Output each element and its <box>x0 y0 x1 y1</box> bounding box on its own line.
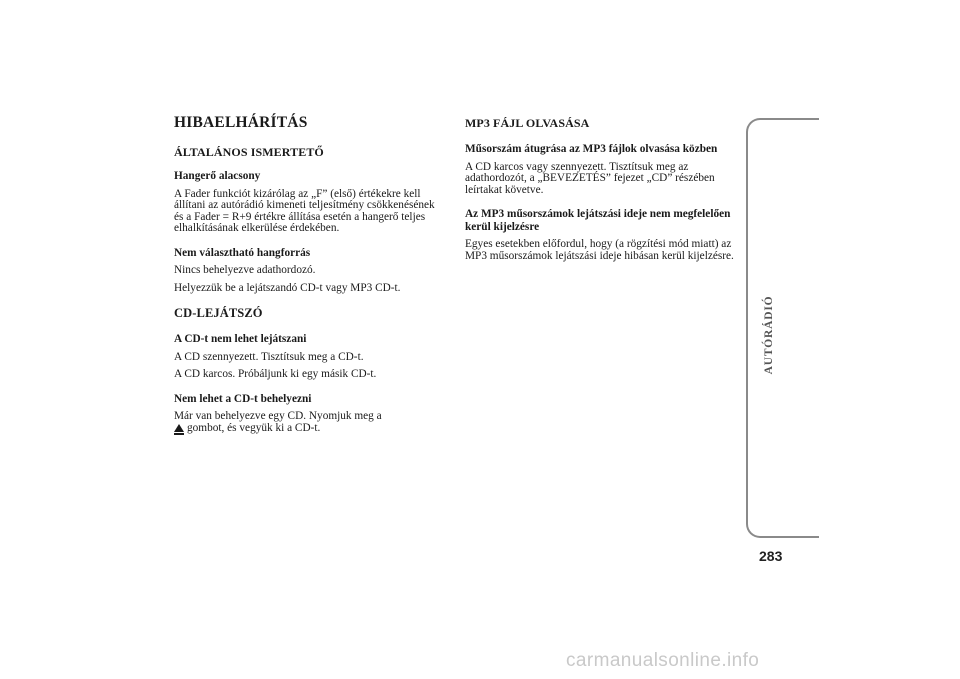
subheading-source: Nem választható hangforrás <box>174 246 311 259</box>
subheading-cd-play: A CD-t nem lehet lejátszani <box>174 333 307 345</box>
subheading-low-volume: Hangerő alacsony <box>174 170 261 182</box>
paragraph-mp3-time: Egyes esetekben előfordul, hogy (a rögzítési mód miatt) az MP3 műsorszámok lejátszási ideje hibásan kerül kijelzésre. <box>465 238 734 262</box>
section-heading-general: ÁLTALÁNOS ISMERTETŐ <box>174 145 324 159</box>
chapter-tab-bracket <box>746 118 819 538</box>
paragraph-low-volume: A Fader funkciót kizárólag az „F” (első) értékekre kell állítani az autórádió kimeneti teljesítmény csökkenésének és a Fader = R+9 értékre állítása esetén a hangerő teljes elhalkításának elkerülése érdekében. <box>174 187 435 234</box>
paragraph-source-1: Nincs behelyezve adathordozó. <box>174 264 316 276</box>
paragraph-source-2: Helyezzük be a lejátszandó CD-t vagy MP3 CD-t. <box>174 281 401 294</box>
paragraph-cd-play-1: A CD szennyezett. Tisztítsuk meg a CD-t. <box>174 350 364 363</box>
paragraph-cd-play-2: A CD karcos. Próbáljunk ki egy másik CD-t. <box>174 368 377 380</box>
right-column <box>465 116 737 268</box>
section-heading-cd: CD-LEJÁTSZÓ <box>174 306 263 320</box>
paragraph-cd-insert-b: gombot, és vegyük ki a CD-t. <box>187 421 321 434</box>
chapter-tab-text: AUTÓRÁDIÓ <box>763 295 775 375</box>
eject-icon <box>174 424 184 432</box>
left-column <box>174 114 446 440</box>
paragraph-cd-insert-a: Már van behelyezve egy CD. Nyomjuk meg a <box>174 410 382 422</box>
paragraph-cd-insert <box>174 411 446 434</box>
section-heading-mp3: MP3 FÁJL OLVASÁSA <box>465 116 590 130</box>
watermark: carmanualsonline.info <box>566 650 760 671</box>
chapter-tab-label <box>759 295 779 375</box>
subheading-mp3-skip: Műsorszám átugrása az MP3 fájlok olvasása közben <box>465 143 718 155</box>
page-number: 283 <box>759 548 783 564</box>
paragraph-mp3-skip: A CD karcos vagy szennyezett. Tisztítsuk meg az adathordozót, a „BEVEZETÉS” fejezet „CD” részében leírtakat követve. <box>465 160 715 196</box>
page-title: HIBAELHÁRÍTÁS <box>174 114 308 131</box>
subheading-cd-insert: Nem lehet a CD-t behelyezni <box>174 392 312 405</box>
subheading-mp3-time: Az MP3 műsorszámok lejátszási ideje nem megfelelően kerül kijelzésre <box>465 208 731 233</box>
